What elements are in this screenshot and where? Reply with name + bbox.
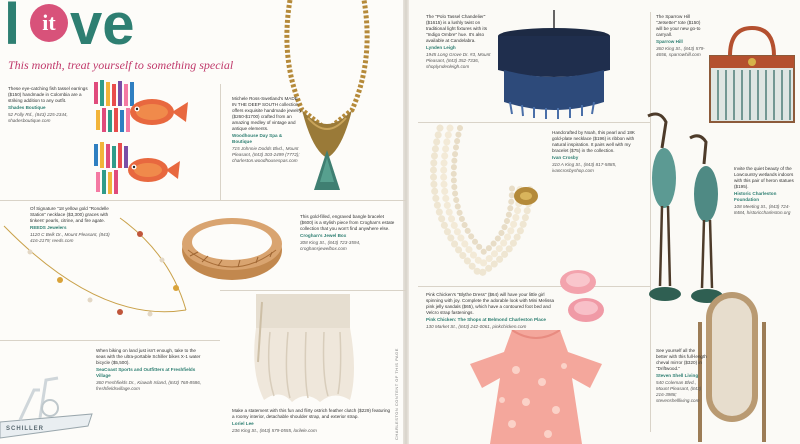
earrings-caption: [8, 86, 96, 125]
ostrich-feather-clutch-image: [250, 292, 356, 404]
chandelier-store: Lynden Leigh: [426, 45, 456, 50]
clutch-store: Loriel Lee: [232, 421, 254, 426]
pearls-store: Ivan Crosby: [552, 155, 579, 160]
dress-text: Pink Chicken's "Blythe Dress" ($64) will have your little girl spinning with joy. Complete the adorable look with Mini Melissa pink jelly sandals ($65), which have a contoured foot bed and Velcro strap fastenings.: [426, 292, 555, 315]
earrings-store: Shades Boutique: [8, 105, 46, 110]
pearl-necklace-image: [420, 124, 550, 286]
jewelry-address: 715 Johnnie Dodds Blvd., Mount Pleasant, (843) 303-2499 (7772); charleston.woodhousespas.com: [232, 146, 300, 163]
jewelry-text: Michele Ross-Swetland's MADE IN THE DEEP SOUTH collection offers exquisite handmade jewelry ($260-$1700) crafted from an amazing medley of vintage and antique elements.: [232, 96, 302, 131]
bangle-store: Croghan's Jewel Box: [300, 233, 347, 238]
necklace-text: Of Signature "18 yellow gold "Rondelle Station" necklace ($3,300) graces with tinkers' pearls, citrine, and fire agate.: [30, 206, 109, 223]
boat-brand-label: SCHILLER: [6, 426, 44, 432]
mirror-caption: [656, 348, 708, 405]
pink-jelly-sandals-image: [556, 262, 612, 326]
bag-address: 360 King St., (843) 579-4656, sparrowhill.com: [656, 46, 705, 57]
chandelier-address: 1945 Long Grove Dr. #3, Mount Pleasant, (843) 352-7336, shoplyndenleigh.com: [426, 52, 491, 69]
blythe-dress-image: [452, 330, 620, 444]
jewelry-caption: [232, 96, 302, 165]
page-tagline: This month, treat yourself to something special: [8, 58, 234, 72]
divider: [418, 286, 650, 287]
divider: [0, 340, 220, 341]
gold-bangle-image: [178, 212, 286, 286]
birds-store: Historic Charleston Foundation: [734, 191, 777, 202]
bag-caption: [656, 14, 708, 59]
birds-caption: [734, 166, 798, 217]
boat-store: SeaCoast Sports and Outfitters at Freshfields Village: [96, 367, 196, 378]
fish-earring-bottom: [94, 142, 180, 194]
earrings-address: 52 Folly Rd., (843) 225-2344, shadesboutique.com: [8, 112, 68, 123]
divider: [220, 290, 406, 291]
necklace-address: 1120 C Belk Dr., Mount Pleasant, (843) 416-2179; reeds.com: [30, 232, 110, 243]
station-necklace-image: [0, 214, 200, 340]
boat-text: When biking on land just isn't enough, take to the seas with the ultra-portable Schiller bikes X-1 water bicycle ($5,500).: [96, 348, 201, 365]
bangle-address: 308 King St., (843) 723-3594, croghansjewelbox.com: [300, 240, 361, 251]
clutch-text: Make a statement with this fun and flirty ostrich feather clutch ($229) featuring a roomy interior, detachable shoulder strap, and exterior strap.: [232, 408, 391, 419]
mirror-store: Steven Shell Living: [656, 373, 699, 378]
clutch-caption: [232, 408, 392, 435]
pearls-text: Handcrafted by Noah, this pearl and 18K gold-plate necklace ($196) is ribbon with natural inspiration. It pairs well with my bracelet ($75) in the collection.: [552, 130, 635, 153]
divider: [220, 84, 221, 200]
logo-letters-ve: ve: [70, 0, 135, 57]
dress-store: Pink Chicken: The Shops at Belmond Charleston Place: [426, 317, 546, 322]
clutch-address: 236 King St., (843) 579-0555, lorilele.com: [232, 428, 317, 433]
fish-tassel-earrings-image: [92, 78, 220, 200]
spine-text: CHARLESTON CONTENT OF THIS PAGE: [394, 348, 399, 440]
logo-letter-l: l: [4, 0, 21, 57]
birds-address: 108 Meeting St., (843) 724-8484, historiccharleston.org: [734, 204, 791, 215]
pearls-address: 310 A King St., (843) 817-5885, ivancrosbyshop.com: [552, 162, 617, 173]
bag-store: Sparrow Hill: [656, 39, 683, 44]
pearls-caption: [552, 130, 642, 175]
divider: [0, 200, 220, 201]
boat-address: 360 Freshfields Dr., Kiawah Island, (843) 768-8586, freshfieldsvillage.com: [96, 380, 202, 391]
birds-text: Invite the quiet beauty of the Lowcountry wetlands indoors with this pair of heron statues ($195).: [734, 166, 794, 189]
heron-statues-image: [640, 108, 730, 308]
page-gutter: [403, 0, 409, 444]
dress-caption: [426, 292, 560, 331]
necklace-store: REEDS Jewelers: [30, 225, 67, 230]
heron-left: [648, 114, 681, 301]
divider: [418, 122, 650, 123]
mirror-text: See yourself all the better with this full-length cheval mirror ($320) in "Driftwood.": [656, 348, 707, 371]
earrings-text: These eye-catching fish tassel earrings ($150) handmade in Colombia are a striking addition to any outfit.: [8, 86, 88, 103]
chandelier-text: The "Polo Tassel Chandelier" ($1615) is a lushly twist on traditional light fixtures with its "Indigo Ombre" hue. It's also available at Candelabra.: [426, 14, 488, 43]
chandelier-caption: [426, 14, 492, 71]
jewelry-store: Woodhouse Day Spa & Boutique: [232, 133, 283, 144]
bangle-text: This gold-filled, engraved bangle bracelet ($600) is a stylish piece from Croghan's estate collection that you won't find anywhere else.: [300, 214, 395, 231]
boat-caption: [96, 348, 204, 393]
fish-earring-top: [94, 80, 188, 132]
logo-it-circle: it: [30, 4, 68, 42]
divider: [220, 200, 406, 201]
bag-text: The Sparrow Hill "Jetsetter" tote ($150) will be your new go-to carryall.: [656, 14, 701, 37]
heron-right: [690, 136, 723, 303]
bangle-caption: [300, 214, 398, 253]
tassel-chandelier-image: [490, 10, 618, 120]
dress-address: 130 Market St., (843) 242-0061, pinkchicken.com: [426, 324, 527, 329]
mirror-address: 540 Coleman Blvd., Mount Pleasant, (843) 216-3988; stevenshellliving.com: [656, 380, 702, 403]
